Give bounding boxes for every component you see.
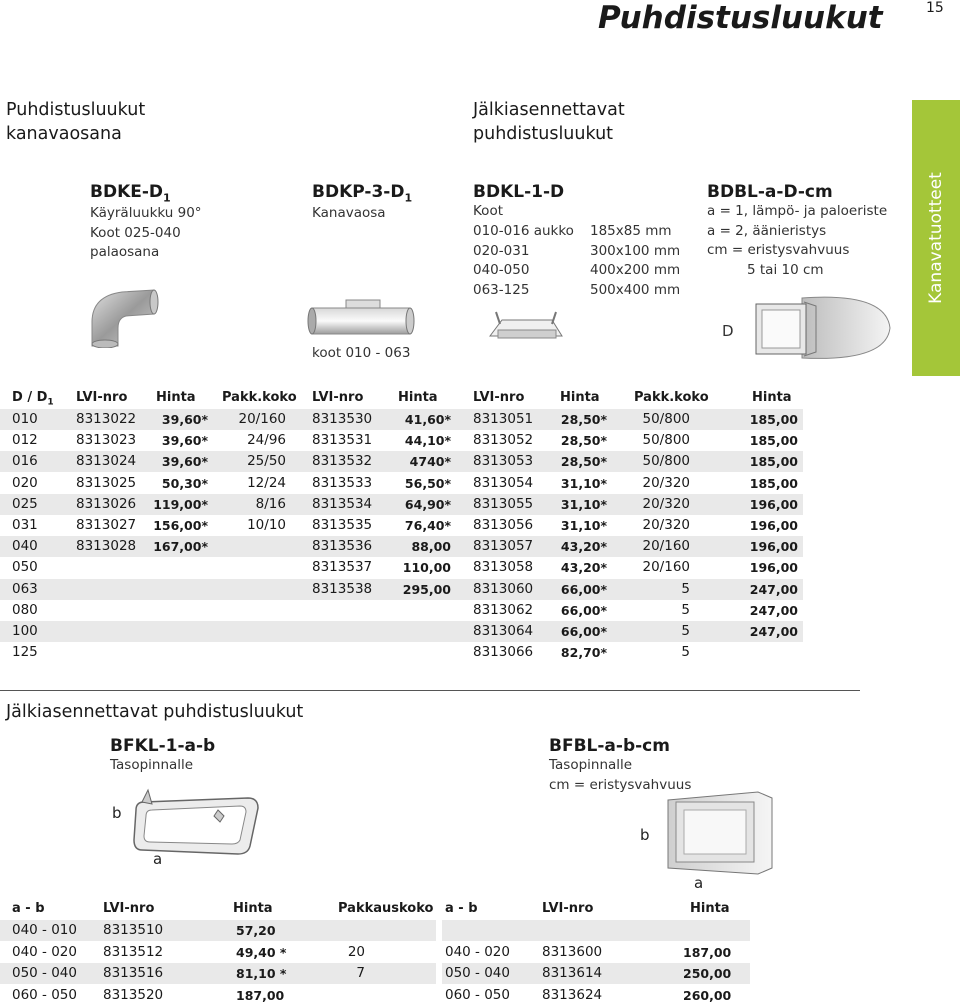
table-row (0, 409, 803, 430)
header-hinta: Hinta (752, 390, 792, 405)
table-cell: 31,10* (560, 518, 607, 533)
product-bdbl (707, 182, 887, 280)
table-cell: 88,00 (411, 539, 451, 555)
dimension-label-a: a (694, 874, 704, 892)
table-cell: 020 (12, 474, 38, 491)
table-cell: 50/800 (642, 432, 690, 449)
flat-hatch-image (130, 788, 264, 860)
table-cell: 8313600 (542, 943, 603, 960)
table-cell: 8313052 (473, 432, 534, 449)
table-cell: 8313055 (473, 495, 534, 512)
product-title: BFKL-1-a-b (110, 736, 216, 756)
table-cell: 5 (681, 601, 690, 618)
side-tab (912, 100, 960, 376)
table-row (0, 557, 803, 578)
table-cell: 260,00 (683, 987, 732, 1003)
table-cell: 57,20 (236, 923, 276, 938)
table-cell: 20 (347, 943, 365, 960)
table-cell: 080 (12, 601, 38, 618)
header-lvi: LVI-nro (312, 390, 364, 405)
table-cell: 8313022 (76, 411, 137, 427)
table-cell: 49,40 * (236, 944, 287, 960)
table-cell: 8313520 (103, 986, 164, 1003)
product-desc: palaosana (90, 244, 160, 261)
table-cell: 20/320 (642, 474, 690, 491)
row-shade (442, 920, 750, 941)
table-cell: 20/160 (238, 411, 286, 427)
table-cell: 8313512 (103, 943, 164, 960)
table-cell: 050 (12, 559, 38, 576)
header-hinta: Hinta (398, 390, 438, 405)
table-row (0, 579, 803, 600)
table-cell: 20/320 (642, 495, 690, 512)
section-heading-left (6, 98, 145, 146)
product-desc: cm = eristysvahvuus (549, 776, 692, 793)
section-heading-line: Jälkiasennettavat (473, 100, 625, 120)
table-cell: 185,00 (749, 412, 798, 427)
table-cell: 56,50* (404, 475, 451, 491)
table-cell: 247,00 (749, 581, 798, 597)
table-cell: 8313531 (312, 432, 373, 449)
table-cell: 8313066 (473, 644, 534, 661)
size-note: koot 010 - 063 (312, 345, 411, 361)
table-cell: 8313025 (76, 474, 137, 491)
table-cell: 125 (12, 644, 38, 661)
size-row: 020-031 300x100 mm (473, 242, 681, 259)
table-cell: 8313028 (76, 538, 137, 555)
product-bdkp (312, 182, 412, 224)
table-cell: 8313062 (473, 601, 534, 618)
table1-header (0, 388, 803, 409)
table-cell: 050 - 040 (12, 965, 77, 981)
table-cell: 196,00 (749, 539, 798, 555)
header-pakk: Pakk.koko (222, 390, 297, 405)
table-row (0, 536, 803, 557)
table-cell: 81,10 * (236, 966, 287, 981)
hatch-image (486, 300, 566, 346)
header-hinta: Hinta (156, 390, 196, 405)
section-heading-right (473, 98, 625, 146)
table-cell: 167,00* (153, 539, 208, 555)
product-title: BDKP-$3-D_1$ (312, 182, 413, 205)
table-row (0, 920, 960, 941)
table-cell: 8313026 (76, 495, 137, 512)
header-pakk: Pakkauskoko (338, 901, 434, 916)
header-pakk: Pakk.koko (634, 390, 709, 405)
table-cell: 66,00* (560, 624, 607, 639)
table2-header (0, 899, 960, 920)
table-cell: 44,10* (404, 433, 451, 449)
table-cell: 100 (12, 623, 38, 639)
section-heading-line: Puhdistusluukut (6, 100, 146, 120)
table-cell: 5 (681, 580, 690, 597)
header-lvi: LVI-nro (103, 901, 155, 916)
table-cell: 76,40* (404, 518, 451, 533)
product-desc: Tasopinnalle (110, 757, 194, 773)
product-title: BDBL-a-D-cm (707, 182, 833, 202)
table-cell: 50/800 (642, 453, 690, 470)
table-row (0, 963, 960, 984)
table-row (0, 515, 803, 536)
table-cell: 8313053 (473, 453, 534, 470)
product-desc: a = 2, äänieristys (707, 222, 827, 239)
table-cell: 110,00 (402, 560, 451, 576)
product-bfkl (110, 736, 215, 776)
table-cell: 28,50* (560, 433, 607, 449)
product-desc: Koot 025-040 (90, 224, 181, 241)
product-bdke (90, 182, 202, 263)
table-cell: 28,50* (560, 454, 607, 470)
table-cell: 187,00 (236, 987, 285, 1003)
table-cell: 295,00 (402, 581, 451, 597)
product-desc: Tasopinnalle (549, 757, 633, 773)
table-cell: 063 (12, 580, 38, 597)
header-ab: a - b (12, 901, 45, 916)
table-cell: 50,30* (161, 475, 208, 491)
section-heading-line: puhdistusluukut (473, 124, 614, 144)
product-title: BDKL-1-D (473, 182, 565, 202)
dimension-label-a: a (153, 850, 163, 868)
dimension-label-b: b (640, 826, 650, 844)
side-tab-label: Kanavatuotteet (926, 172, 946, 304)
table-cell: 016 (12, 453, 38, 470)
table-cell: 8313023 (76, 432, 137, 449)
insulated-hatch-image (746, 292, 896, 364)
product-bfbl (549, 736, 691, 795)
table-cell: 8/16 (255, 495, 286, 512)
table-cell: 20/160 (642, 559, 690, 576)
table-cell: 4740* (409, 454, 451, 470)
dimension-label-b: b (112, 804, 122, 822)
table-row (0, 473, 803, 494)
size-row: 040-050 400x200 mm (473, 262, 681, 278)
page-number: 15 (926, 0, 944, 16)
table-cell: 24/96 (247, 432, 286, 449)
table-cell: 7 (356, 965, 365, 981)
table-cell: 040 (12, 538, 38, 555)
product-bdkl (473, 182, 564, 222)
table-cell: 28,50* (560, 412, 607, 427)
table-cell: 25/50 (247, 453, 286, 470)
dimension-label-d: D (722, 322, 734, 340)
table-cell: 119,00* (153, 496, 208, 512)
table-cell: 8313064 (473, 623, 534, 639)
table-cell: 31,10* (560, 475, 607, 491)
table-cell: 8313054 (473, 474, 534, 491)
product-desc: Koot (473, 203, 503, 219)
table-cell: 025 (12, 495, 38, 512)
table-row (0, 642, 803, 663)
table-cell: 031 (12, 517, 38, 533)
product-desc: Kanavaosa (312, 205, 386, 222)
table-row (0, 621, 803, 642)
product-title: BFBL-a-b-cm (549, 736, 670, 756)
table-cell: 50/800 (642, 411, 690, 427)
table-cell: 012 (12, 432, 38, 449)
table-cell: 8313516 (103, 965, 164, 981)
table-cell: 43,20* (560, 539, 607, 555)
size-list (473, 222, 680, 300)
table-cell: 196,00 (749, 496, 798, 512)
table-row (0, 430, 803, 451)
table-cell: 060 - 050 (12, 986, 77, 1003)
table-cell: 247,00 (749, 624, 798, 639)
table-cell: 8313057 (473, 538, 534, 555)
table-cell: 196,00 (749, 518, 798, 533)
elbow-duct-image (88, 286, 168, 348)
product-desc: cm = eristysvahvuus (707, 242, 850, 258)
table-cell: 66,00* (560, 581, 607, 597)
header-hinta: Hinta (560, 390, 600, 405)
table-row (0, 942, 960, 963)
table-cell: 43,20* (560, 560, 607, 576)
table-cell: 040 - 020 (445, 943, 510, 960)
table-cell: 8313537 (312, 559, 373, 576)
table-cell: 050 - 040 (445, 965, 510, 981)
table-cell: 8313614 (542, 965, 603, 981)
table-row (0, 985, 960, 1006)
product-title: BDKE-$D_1$ (90, 182, 171, 205)
table-cell: 39,60* (161, 433, 208, 449)
header-lvi: LVI-nro (76, 390, 128, 405)
table-cell: 8313510 (103, 922, 164, 938)
table-cell: 8313532 (312, 453, 373, 470)
table-cell: 8313624 (542, 986, 603, 1003)
table-cell: 20/160 (642, 538, 690, 555)
table-cell: 040 - 010 (12, 922, 77, 938)
table-cell: 040 - 020 (12, 943, 77, 960)
table-cell: 31,10* (560, 496, 607, 512)
table-cell: 8313530 (312, 411, 373, 427)
table-cell: 185,00 (749, 433, 798, 449)
table-cell: 5 (681, 623, 690, 639)
table-cell: 156,00* (153, 518, 208, 533)
table-cell: 8313024 (76, 453, 137, 470)
table-cell: 250,00 (683, 966, 732, 981)
header-d: D / $D_1$ (12, 390, 54, 408)
table-cell: 41,60* (404, 412, 451, 427)
header-lvi: LVI-nro (542, 901, 594, 916)
table-cell: 8313056 (473, 517, 534, 533)
table-row (0, 600, 803, 621)
table-cell: 196,00 (749, 560, 798, 576)
table-cell: 8313538 (312, 580, 373, 597)
table-cell: 187,00 (683, 944, 732, 960)
product-desc: 5 tai 10 cm (747, 261, 824, 278)
table-row (0, 494, 803, 515)
table-cell: 20/320 (642, 517, 690, 533)
table-cell: 8313058 (473, 559, 534, 576)
table-row (0, 451, 803, 472)
table-cell: 66,00* (560, 602, 607, 618)
table-cell: 8313027 (76, 517, 137, 533)
product-desc: a = 1, lämpö- ja paloeriste (707, 203, 888, 219)
table-cell: 8313051 (473, 411, 534, 427)
table-cell: 5 (681, 644, 690, 661)
section2-title: Jälkiasennettavat puhdistusluukut (6, 702, 304, 722)
header-hinta: Hinta (233, 901, 273, 916)
straight-duct-image (306, 290, 416, 340)
table-cell: 247,00 (749, 602, 798, 618)
table-cell: 060 - 050 (445, 986, 510, 1003)
table-cell: 8313060 (473, 580, 534, 597)
size-row: 063-125 500x400 mm (473, 281, 681, 298)
table-cell: 39,60* (161, 412, 208, 427)
header-lvi: LVI-nro (473, 390, 525, 405)
table-cell: 82,70* (560, 645, 607, 661)
table-cell: 010 (12, 411, 38, 427)
table-cell: 8313536 (312, 538, 373, 555)
table-cell: 8313533 (312, 474, 373, 491)
table-cell: 64,90* (404, 496, 451, 512)
page-title: Puhdistusluukut (598, 0, 883, 36)
header-ab: a - b (445, 901, 478, 916)
table-cell: 8313534 (312, 495, 373, 512)
table-cell: 39,60* (161, 454, 208, 470)
product-desc: Käyräluukku 90° (90, 205, 202, 222)
table-cell: 8313535 (312, 517, 373, 533)
section-heading-line: kanavaosana (6, 124, 122, 144)
size-row: 010-016 aukko 185x85 mm (473, 223, 672, 239)
section-divider (0, 690, 860, 691)
table-cell: 185,00 (749, 454, 798, 470)
table-cell: 10/10 (247, 517, 286, 533)
box-hatch-image (664, 790, 776, 876)
header-hinta: Hinta (690, 901, 730, 916)
table-cell: 185,00 (749, 475, 798, 491)
table-cell: 12/24 (247, 474, 286, 491)
